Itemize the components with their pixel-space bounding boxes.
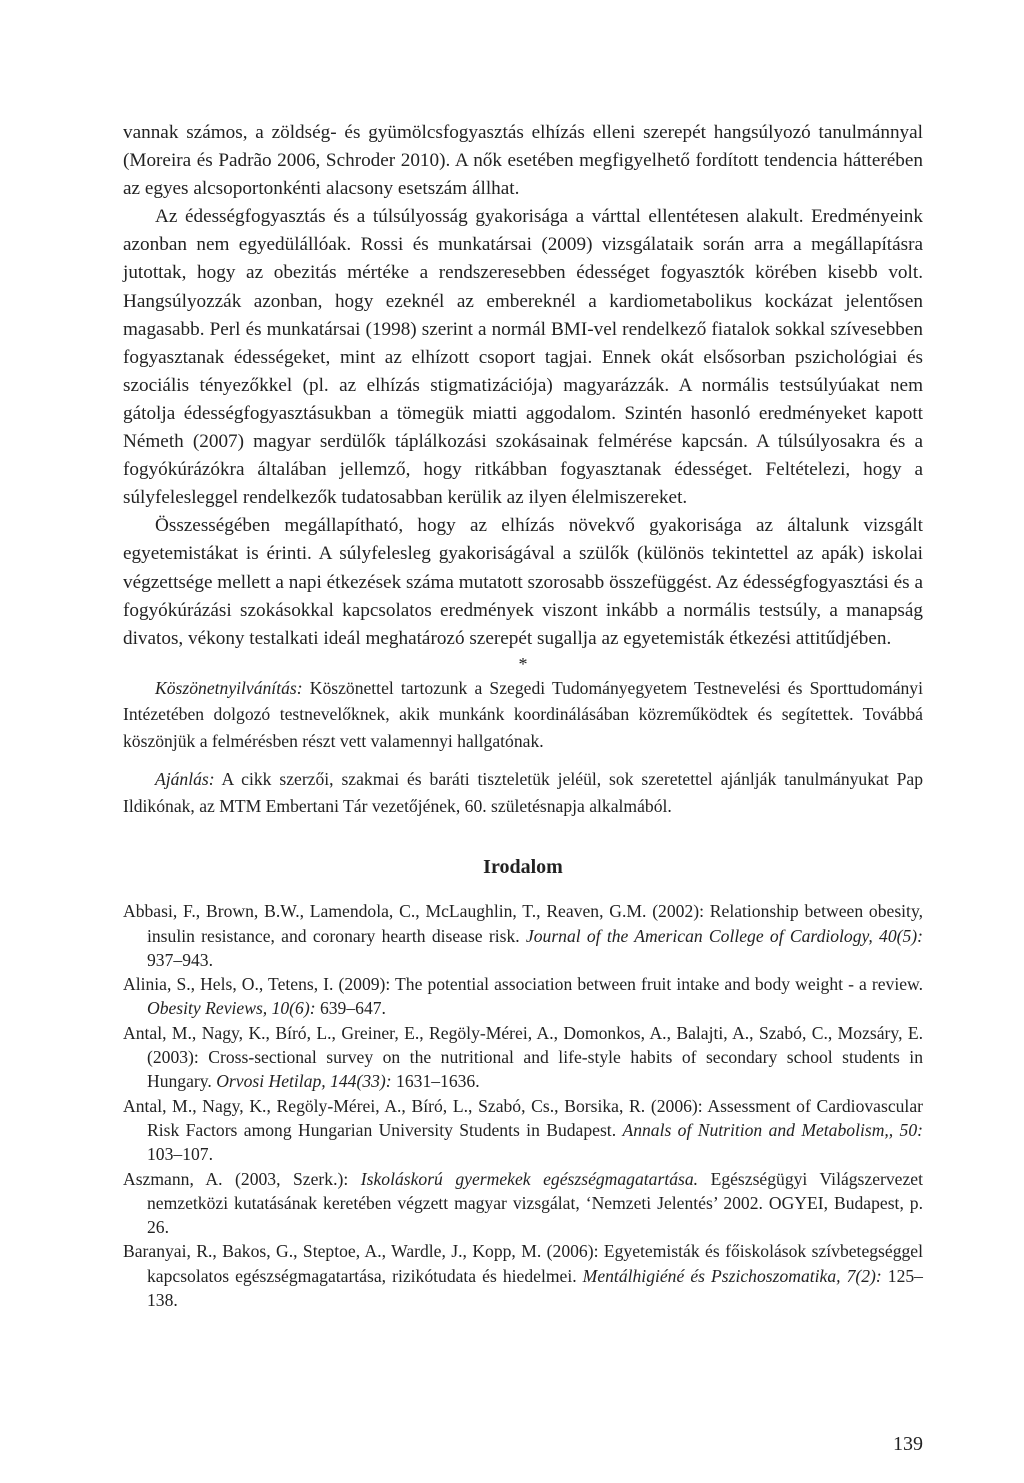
- reference-pages: 125–138.: [147, 1265, 923, 1311]
- reference-pages: Egészségügyi Világszervezet nemzetközi kutatásának keretében végzett magyar vizsgálat, ‘Nemzeti Jelentés’ 2002. OGYEI, Budapest, p. 26.: [147, 1168, 923, 1238]
- reference-journal: Iskoláskorú gyermekek egészségmagatartása.: [360, 1168, 699, 1189]
- reference-authors-title: Alinia, S., Hels, O., Tetens, I. (2009): The potential association between fruit intake and body weight - a review.: [123, 974, 923, 995]
- reference-pages: 103–107.: [147, 1144, 213, 1165]
- reference-item: [123, 1021, 923, 1094]
- reference-item: [123, 1094, 923, 1167]
- reference-item: [123, 1167, 923, 1240]
- acknowledgement: [123, 675, 923, 755]
- article-body: [123, 119, 923, 1312]
- reference-journal: Journal of the American College of Cardiology, 40(5):: [525, 925, 923, 946]
- paragraph-2: Az édességfogyasztás és a túlsúlyosság gyakorisága a várttal ellentétesen alakult. Eredményeink azonban nem egyedülállóak. Rossi és munkatársai (2009) vizsgálataik során arra a megállapításra jutottak, hogy az obezitás mértéke a rendszeresebben édességet fogyasztók körében kisebb volt. Hangsúlyozzák azonban, hogy ezeknél az embereknél a kardiometabolikus kockázat jelentősen magasabb. Perl és munkatársai (1998) szerint a normál BMI-vel rendelkező fiatalok sokkal szívesebben fogyasztanak édességeket, mint az elhízott csoport tagjai. Ennek okát elsősorban pszichológiai és szociális tényezőkkel (pl. az elhízás stigmatizációja) magyarázzák. A normális testsúlyúakat nem gátolja édességfogyasztásukban a tömegük miatti aggodalom. Szintén hasonló eredményeket kapott Németh (2007) magyar serdülők táplálkozási szokásainak felmérése kapcsán. A túlsúlyosakra és a fogyókúrázókra általában jellemző, hogy ritkábban fogyasztanak édességet. Feltételezi, hogy a súlyfelesleggel rendelkezők tudatosabban kerülik az ilyen élelmiszereket.: [123, 206, 923, 509]
- reference-journal: Mentálhigiéné és Pszichoszomatika, 7(2):: [582, 1265, 882, 1286]
- reference-item: [123, 1239, 923, 1312]
- reference-journal: Annals of Nutrition and Metabolism,, 50:: [622, 1119, 923, 1140]
- reference-pages: 639–647.: [315, 998, 386, 1019]
- reference-item: [123, 972, 923, 1021]
- paragraph-1: vannak számos, a zöldség- és gyümölcsfogyasztás elhízás elleni szerepét hangsúlyozó tanulmánnyal (Moreira és Padrão 2006, Schroder 2010). A nők esetében megfigyelhető fordított tendencia hátterében az egyes alcsoportonkénti alacsony esetszám állhat.: [123, 122, 923, 200]
- section-separator: *: [518, 653, 528, 674]
- page-number: 139: [893, 1433, 923, 1455]
- reference-authors-title: Antal, M., Nagy, K., Bíró, L., Greiner, E., Regöly-Mérei, A., Domonkos, A., Balajti, A., Szabó, C., Mozsáry, E. (2003): Cross-sectional survey on the nutritional and life-style habits of secondary school students in Hungary.: [123, 1022, 923, 1092]
- reference-pages: 937–943.: [147, 949, 213, 970]
- references-heading: Irodalom: [483, 856, 563, 879]
- reference-authors-title: Antal, M., Nagy, K., Regöly-Mérei, A., Bíró, L., Szabó, Cs., Borsika, R. (2006): Assessment of Cardiovascular Risk Factors among Hungarian University Students in Budapest.: [123, 1095, 923, 1140]
- acknowledgement-label: Köszönetnyilvánítás:: [155, 677, 303, 698]
- acknowledgement-text: Köszönettel tartozunk a Szegedi Tudományegyetem Testnevelési és Sporttudományi Intézetében dolgozó testnevelőknek, akik munkánk koordinálásában közreműködtek és segítettek. Továbbá köszönjük a felmérésben részt vett valamennyi hallgatónak.: [123, 677, 923, 751]
- reference-list: [123, 899, 923, 1312]
- reference-pages: 1631–1636.: [391, 1071, 480, 1092]
- reference-authors-title: Baranyai, R., Bakos, G., Steptoe, A., Wardle, J., Kopp, M. (2006): Egyetemisták és főiskolások szívbetegséggel kapcsolatos egészségmagatartása, rizikótudata és hiedelmei.: [123, 1241, 923, 1286]
- paragraph-3: Összességében megállapítható, hogy az elhízás növekvő gyakorisága az általunk vizsgált egyetemistákat is érinti. A súlyfelesleg gyakoriságával a szülők (különös tekintettel az apák) iskolai végzettsége mellett a napi étkezések száma mutatott szorosabb összefüggést. Az édességfogyasztási és a fogyókúrázási szokásokkal kapcsolatos eredmények viszont inkább a normális testsúly, a manapság divatos, vékony testalkati ideál meghatározó szerepét sugallja az egyetemisták étkezési attitűdjében.: [123, 515, 923, 649]
- dedication-text: A cikk szerzői, szakmai és baráti tiszteletük jeléül, sok szeretettel ajánlják tanulmányukat Pap Ildikónak, az MTM Embertani Tár vezetőjének, 60. születésnapja alkalmából.: [123, 769, 923, 816]
- reference-authors-title: Abbasi, F., Brown, B.W., Lamendola, C., McLaughlin, T., Reaven, G.M. (2002): Relationship between obesity, insulin resistance, and coronary hearth disease risk.: [123, 901, 923, 946]
- reference-item: [123, 899, 923, 972]
- dedication-label: Ajánlás:: [155, 769, 215, 790]
- reference-journal: Orvosi Hetilap, 144(33):: [216, 1071, 392, 1092]
- reference-authors-title: Aszmann, A. (2003, Szerk.):: [123, 1168, 361, 1189]
- dedication: [123, 766, 923, 819]
- reference-journal: Obesity Reviews, 10(6):: [147, 998, 316, 1019]
